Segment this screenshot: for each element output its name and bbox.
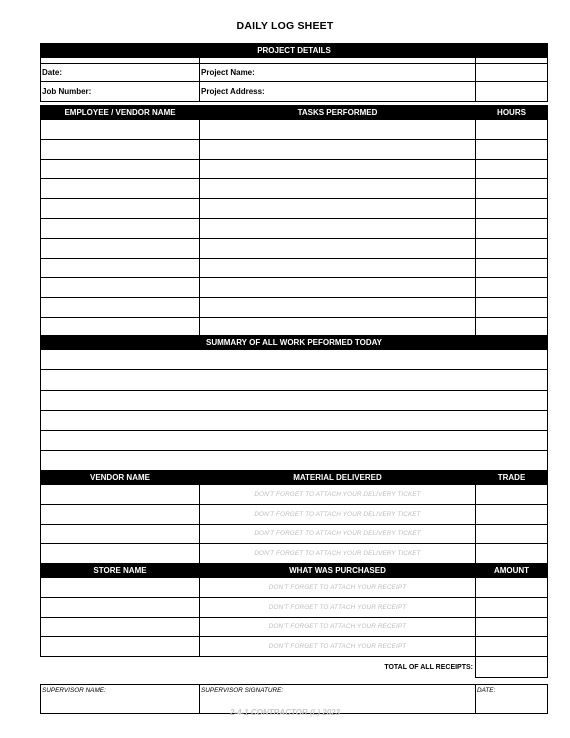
- table-row: [41, 485, 548, 505]
- trade-cell[interactable]: [476, 544, 548, 564]
- table-row: [41, 258, 548, 278]
- table-row: [41, 278, 548, 298]
- receipt-note[interactable]: DON'T FORGET TO ATTACH YOUR RECEIPT: [200, 578, 476, 598]
- hours-cell[interactable]: [476, 298, 548, 318]
- vendor-name-header: VENDOR NAME: [41, 471, 200, 485]
- what-was-purchased-header: WHAT WAS PURCHASED: [200, 564, 476, 578]
- table-row: [41, 139, 548, 159]
- store-name-header: STORE NAME: [41, 564, 200, 578]
- table-row: [41, 120, 548, 140]
- delivery-ticket-note[interactable]: DON'T FORGET TO ATTACH YOUR DELIVERY TICKET: [200, 544, 476, 564]
- employee-name-cell[interactable]: [41, 139, 200, 159]
- task-cell[interactable]: [200, 218, 476, 238]
- receipt-note[interactable]: DON'T FORGET TO ATTACH YOUR RECEIPT: [200, 637, 476, 657]
- employee-name-cell[interactable]: [41, 199, 200, 219]
- store-name-cell[interactable]: [41, 578, 200, 598]
- supervisor-name-field[interactable]: SUPERVISOR NAME:: [41, 685, 200, 714]
- employee-name-cell[interactable]: [41, 278, 200, 298]
- summary-line[interactable]: [41, 410, 548, 430]
- trade-cell[interactable]: [476, 504, 548, 524]
- receipt-note[interactable]: DON'T FORGET TO ATTACH YOUR RECEIPT: [200, 617, 476, 637]
- purchases-section: [40, 563, 547, 678]
- project-name-field[interactable]: Project Name:: [200, 64, 476, 82]
- vendor-name-cell[interactable]: [41, 504, 200, 524]
- delivery-ticket-note[interactable]: DON'T FORGET TO ATTACH YOUR DELIVERY TICKET: [200, 485, 476, 505]
- task-cell[interactable]: [200, 179, 476, 199]
- store-name-cell[interactable]: [41, 637, 200, 657]
- total-receipts-field[interactable]: [476, 657, 548, 678]
- footer-watermark: 2-4-1 CONTRACTOR (L) 2023: [229, 708, 341, 717]
- table-row: [41, 524, 548, 544]
- table-row: [41, 179, 548, 199]
- delivery-ticket-note[interactable]: DON'T FORGET TO ATTACH YOUR DELIVERY TICKET: [200, 504, 476, 524]
- delivery-section: [40, 470, 547, 564]
- amount-cell[interactable]: [476, 637, 548, 657]
- amount-cell[interactable]: [476, 578, 548, 598]
- summary-header: SUMMARY OF ALL WORK PEFORMED TODAY: [41, 336, 548, 350]
- table-row: [41, 578, 548, 598]
- amount-cell[interactable]: [476, 597, 548, 617]
- date-field[interactable]: Date:: [41, 64, 200, 82]
- project-details-header: PROJECT DETAILS: [41, 44, 548, 58]
- employee-name-cell[interactable]: [41, 218, 200, 238]
- task-cell[interactable]: [200, 298, 476, 318]
- table-row: [41, 238, 548, 258]
- delivery-ticket-note[interactable]: DON'T FORGET TO ATTACH YOUR DELIVERY TICKET: [200, 524, 476, 544]
- total-receipts-label: TOTAL OF ALL RECEIPTS:: [384, 663, 473, 671]
- task-cell[interactable]: [200, 199, 476, 219]
- summary-section: [40, 335, 547, 472]
- supervisor-signature-field[interactable]: SUPERVISOR SIGNATURE:: [200, 685, 476, 714]
- table-row: [41, 544, 548, 564]
- task-cell[interactable]: [200, 159, 476, 179]
- project-extra-field[interactable]: [476, 64, 548, 82]
- table-row: [41, 597, 548, 617]
- trade-cell[interactable]: [476, 524, 548, 544]
- hours-cell[interactable]: [476, 139, 548, 159]
- vendor-name-cell[interactable]: [41, 524, 200, 544]
- hours-cell[interactable]: [476, 258, 548, 278]
- material-delivered-header: MATERIAL DELIVERED: [200, 471, 476, 485]
- table-row: [41, 617, 548, 637]
- employee-name-cell[interactable]: [41, 258, 200, 278]
- task-cell[interactable]: [200, 120, 476, 140]
- employee-name-cell[interactable]: [41, 120, 200, 140]
- summary-line[interactable]: [41, 370, 548, 390]
- employee-name-cell[interactable]: [41, 238, 200, 258]
- hours-cell[interactable]: [476, 278, 548, 298]
- employee-name-cell[interactable]: [41, 159, 200, 179]
- page-title: DAILY LOG SHEET: [236, 20, 334, 32]
- task-cell[interactable]: [200, 278, 476, 298]
- tasks-performed-header: TASKS PERFORMED: [200, 106, 476, 120]
- hours-cell[interactable]: [476, 218, 548, 238]
- table-row: [41, 159, 548, 179]
- summary-line[interactable]: [41, 390, 548, 410]
- summary-line[interactable]: [41, 451, 548, 471]
- employee-name-cell[interactable]: [41, 179, 200, 199]
- task-cell[interactable]: [200, 258, 476, 278]
- table-row: [41, 504, 548, 524]
- signature-date-field[interactable]: DATE:: [476, 685, 548, 714]
- store-name-cell[interactable]: [41, 617, 200, 637]
- summary-line[interactable]: [41, 431, 548, 451]
- task-cell[interactable]: [200, 238, 476, 258]
- hours-cell[interactable]: [476, 159, 548, 179]
- store-name-cell[interactable]: [41, 597, 200, 617]
- vendor-name-cell[interactable]: [41, 485, 200, 505]
- work-log-section: [40, 105, 547, 338]
- receipt-note[interactable]: DON'T FORGET TO ATTACH YOUR RECEIPT: [200, 597, 476, 617]
- hours-cell[interactable]: [476, 120, 548, 140]
- hours-cell[interactable]: [476, 179, 548, 199]
- trade-cell[interactable]: [476, 485, 548, 505]
- hours-cell[interactable]: [476, 199, 548, 219]
- amount-cell[interactable]: [476, 617, 548, 637]
- table-row: [41, 199, 548, 219]
- table-row: [41, 218, 548, 238]
- project-address-field[interactable]: Project Address:: [200, 82, 476, 102]
- table-row: [41, 298, 548, 318]
- project-extra-field-2[interactable]: [476, 82, 548, 102]
- hours-cell[interactable]: [476, 238, 548, 258]
- project-details-section: [40, 43, 547, 102]
- summary-line[interactable]: [41, 350, 548, 370]
- employee-name-cell[interactable]: [41, 298, 200, 318]
- task-cell[interactable]: [200, 139, 476, 159]
- hours-header: HOURS: [476, 106, 548, 120]
- trade-header: TRADE: [476, 471, 548, 485]
- amount-header: AMOUNT: [476, 564, 548, 578]
- vendor-name-cell[interactable]: [41, 544, 200, 564]
- employee-vendor-header: EMPLOYEE / VENDOR NAME: [41, 106, 200, 120]
- job-number-field[interactable]: Job Number:: [41, 82, 200, 102]
- table-row: [41, 637, 548, 657]
